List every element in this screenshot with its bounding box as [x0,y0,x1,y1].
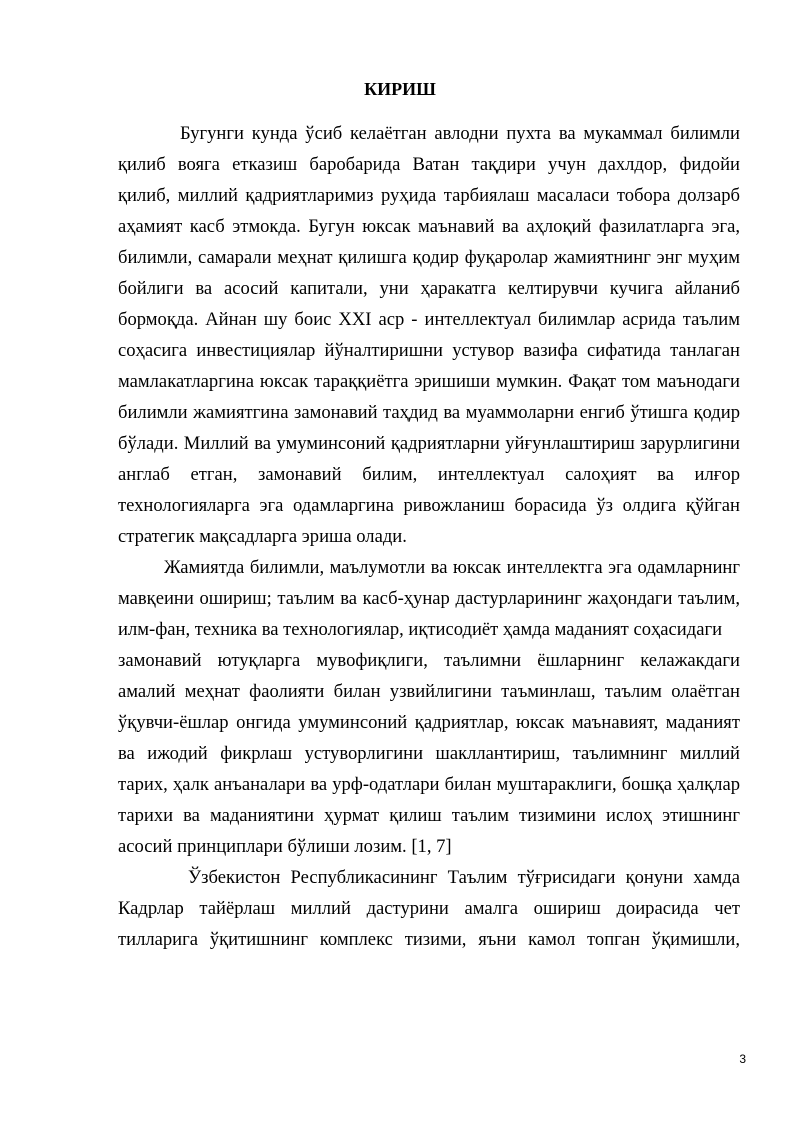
text-line: тарих, ҳалк анъаналари ва урф-одатлари билан муштараклиги, бошқа ҳалқлар [118,774,740,795]
text-line: асосий принциплари бўлиши лозим. [1, 7] [118,836,452,857]
text-line: мавқеини ошириш; таълим ва касб-ҳунар дастурларининг жаҳондаги таълим, [118,588,740,609]
page-number: 3 [739,1052,746,1066]
text-line: тарихи ва маданиятини ҳурмат қилиш таълим тизимини ислоҳ этишнинг [118,805,740,826]
text-line: бормоқда. Айнан шу боис XXI аср - интеллектуал билимлар асрида таълим [118,309,740,330]
text-line: ва ижодий фикрлаш устуворлигини шакллантириш, таълимнинг миллий [118,743,740,764]
text-line: билимли, самарали меҳнат қилишга қодир фуқаролар жамиятнинг энг муҳим [118,247,740,268]
page-title: КИРИШ [364,79,436,99]
text-line: стратегик мақсадларга эриша олади. [118,526,407,547]
text-line: қилиб, миллий қадриятларимиз руҳида тарбиялаш масаласи тобора долзарб [118,185,740,206]
text-line: Бугунги кунда ўсиб келаётган авлодни пухта ва мукаммал билимли [180,123,740,144]
text-line: англаб етган, замонавий билим, интеллектуал салоҳият ва илғор [118,464,740,485]
text-line: Ўзбекистон Республикасининг Таълим тўғрисидаги қонуни хамда [188,867,740,888]
text-line: ўқувчи-ёшлар онгида умуминсоний қадриятлар, юксак маънавият, маданият [118,712,740,733]
text-line: билимли жамиятгина замонавий таҳдид ва муаммоларни енгиб ўтишга қодир [118,402,740,423]
text-line: технологияларга эга одамларгина ривожланиш борасида ўз олдига қўйган [118,495,740,516]
text-line: тилларига ўқитишнинг комплекс тизими, яъни камол топган ўқимишли, [118,929,740,950]
text-line: қилиб вояга етказиш баробарида Ватан тақдири учун дахлдор, фидойи [118,154,740,175]
text-line: амалий меҳнат фаолияти билан узвийлигини таъминлаш, таълим олаётган [118,681,740,702]
text-line: Кадрлар тайёрлаш миллий дастурини амалга ошириш доирасида чет [118,898,740,919]
text-line: Жамиятда билимли, маълумотли ва юксак интеллектга эга одамларнинг [164,557,740,578]
paragraph-3 [118,862,740,955]
body-text [118,118,740,955]
paragraph-2 [118,552,740,862]
text-line: илм-фан, техника ва технологиялар, иқтисодиёт ҳамда маданият соҳасидаги [118,619,723,640]
paragraph-1 [118,118,740,552]
text-line: аҳамият касб этмокда. Бугун юксак маънавий ва аҳлоқий фазилатларга эга, [118,216,740,237]
text-line: мамлакатларгина юксак тараққиётга эришиши мумкин. Фақат том маънодаги [118,371,740,392]
text-line: бойлиги ва асосий капитали, уни ҳаракатга келтирувчи кучига айланиб [118,278,740,299]
text-line: замонавий ютуқларга мувофиқлиги, таълимни ёшларнинг келажакдаги [118,650,740,671]
text-line: бўлади. Миллий ва умуминсоний қадриятларни уйғунлаштириш зарурлигини [118,433,740,454]
text-line: соҳасига инвестициялар йўналтиришни устувор вазифа сифатида танлаган [118,340,740,361]
